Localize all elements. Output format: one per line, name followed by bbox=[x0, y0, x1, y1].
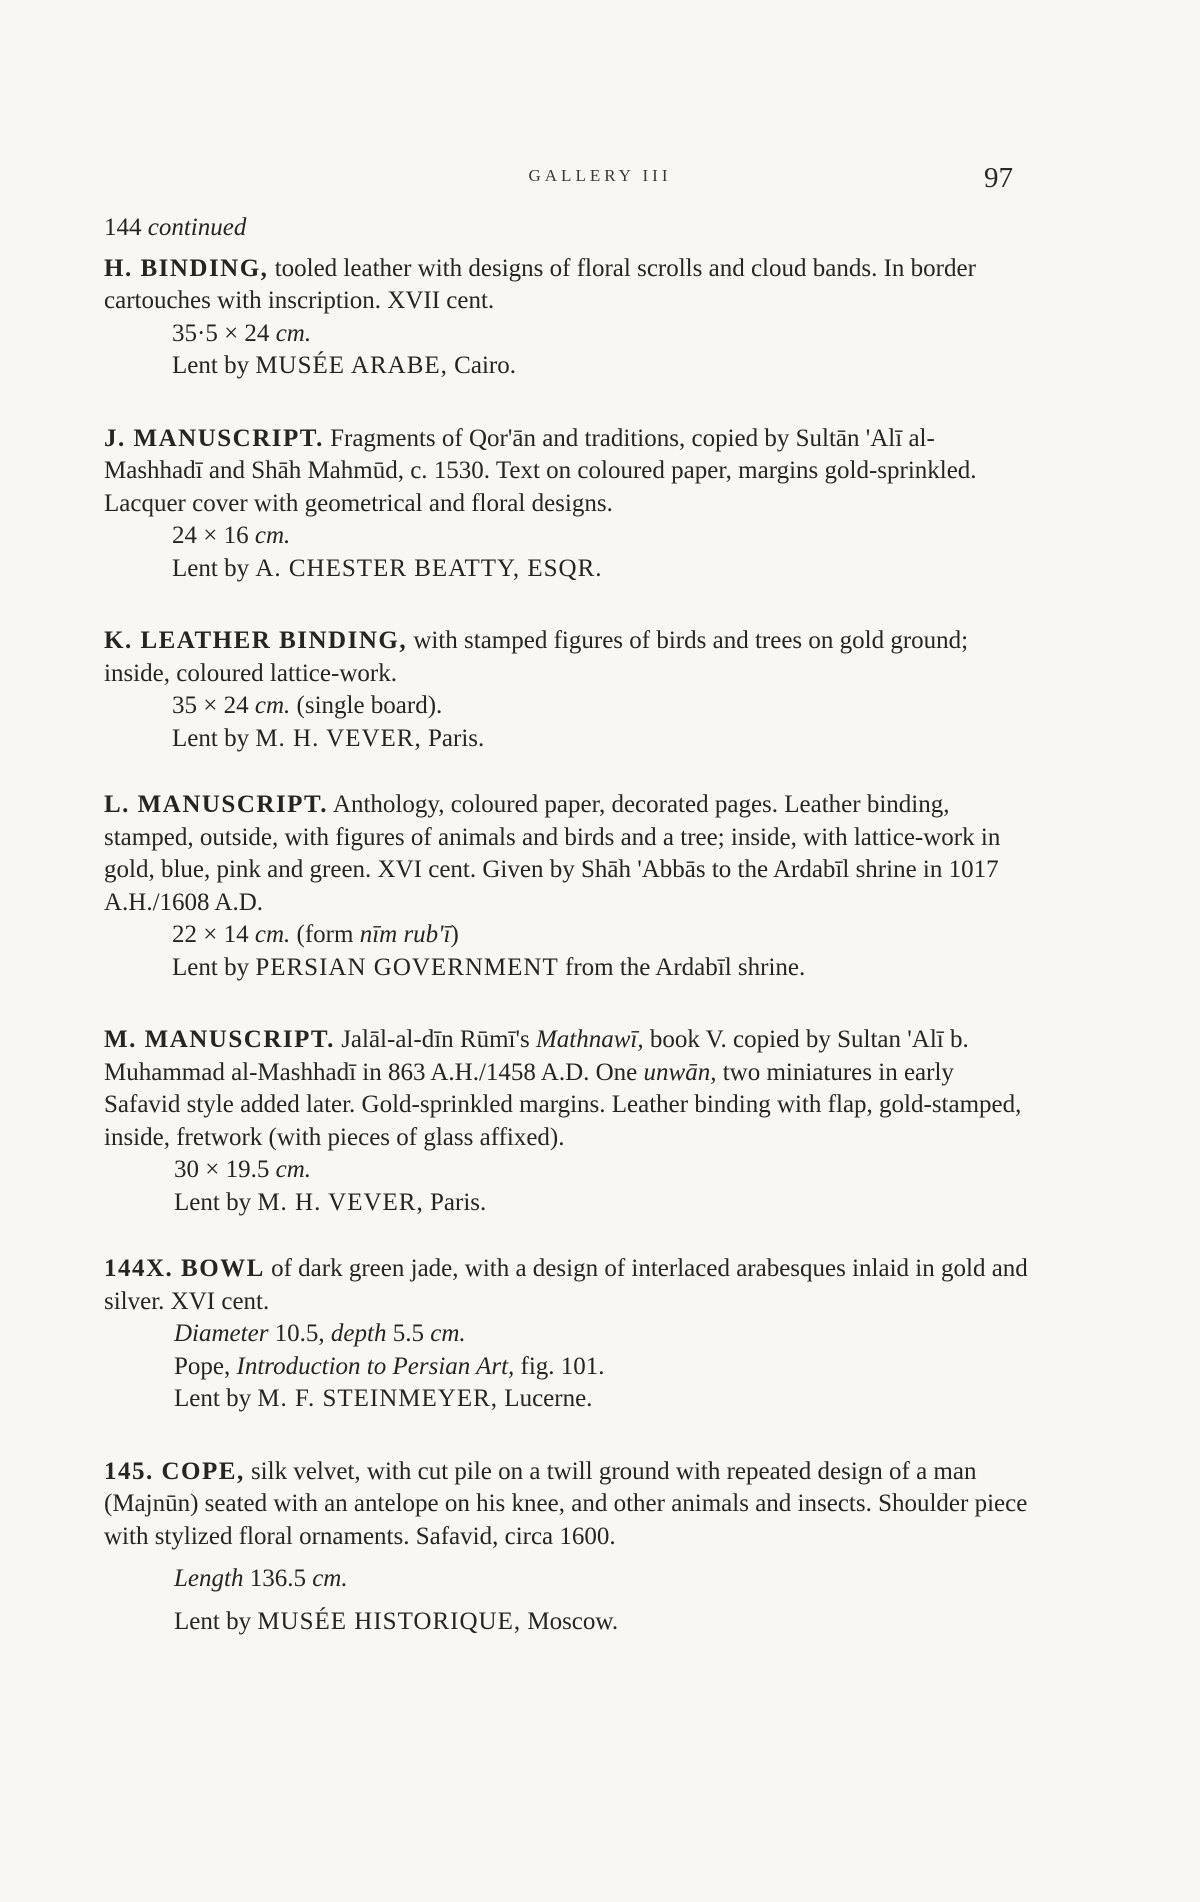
entry-l-size bbox=[172, 919, 1028, 952]
entry-h bbox=[104, 253, 1028, 383]
page-body bbox=[104, 212, 1028, 1678]
entry-h-size-unit: cm. bbox=[275, 319, 312, 347]
entry-j-text bbox=[104, 423, 1028, 521]
entry-l-label: L. MANUSCRIPT. bbox=[104, 791, 329, 818]
entry-145-text bbox=[104, 1456, 1028, 1554]
entry-h-text bbox=[104, 253, 1028, 318]
entry-144x-dimensions bbox=[174, 1318, 1028, 1351]
entry-m-lent-prefix: Lent by bbox=[174, 1188, 252, 1216]
entry-144x-depth-label: depth bbox=[330, 1320, 387, 1347]
entry-k-lent-prefix: Lent by bbox=[172, 724, 250, 752]
entry-m-body-b: book V. copied by Sultan 'Alī b. Muhammad al-Mashhadī in 863 A.H./1458 A.D. One bbox=[104, 1026, 969, 1086]
entry-j-size-value: 24 × 16 bbox=[172, 522, 249, 549]
entry-m-title: Mathnawī, bbox=[535, 1026, 644, 1053]
entry-145-dimensions bbox=[174, 1563, 1028, 1596]
entry-144x-diameter-value: 10.5, bbox=[274, 1320, 325, 1347]
entry-j-size bbox=[172, 520, 1028, 553]
entry-l bbox=[104, 789, 1028, 984]
entry-l-body: Anthology, coloured paper, decorated pages. Leather binding, stamped, outside, with figures of animals and birds and a tree; inside, with lattice-work in gold, blue, pink and green. XVI cent. Given by Shāh 'Abbās to the Ardabīl shrine in 1017 A.H./1608 A.D. bbox=[104, 791, 1001, 916]
entry-m-lender bbox=[174, 1187, 1028, 1220]
entry-j-size-unit: cm. bbox=[254, 522, 291, 549]
entry-j-lender bbox=[172, 553, 1028, 586]
entry-m-size-value: 30 × 19.5 bbox=[174, 1156, 270, 1183]
entry-h-body: tooled leather with designs of floral scrolls and cloud bands. In border cartouches with inscription. XVII cent. bbox=[104, 254, 976, 314]
entry-j-lender-name: A. CHESTER BEATTY, ESQR. bbox=[255, 554, 603, 582]
entry-144x-depth-value: 5.5 bbox=[392, 1320, 424, 1347]
continued-number: 144 bbox=[104, 214, 142, 241]
entry-145-length-label: Length bbox=[174, 1565, 244, 1592]
entry-145-lender-place: Moscow. bbox=[527, 1607, 619, 1635]
entry-144x-reference bbox=[174, 1351, 1028, 1384]
entry-144x bbox=[104, 1253, 1028, 1416]
entry-k-lender-place: Paris. bbox=[428, 724, 485, 752]
entry-j-lent-prefix: Lent by bbox=[172, 554, 250, 582]
entry-h-lender bbox=[172, 350, 1028, 383]
entry-m-text bbox=[104, 1024, 1028, 1154]
entry-m-body-a: Jalāl-al-dīn Rūmī's bbox=[341, 1026, 530, 1053]
entry-h-label: H. BINDING, bbox=[104, 254, 269, 282]
continued-word: continued bbox=[147, 214, 247, 241]
entry-l-lender-name: PERSIAN GOVERNMENT bbox=[255, 953, 559, 981]
entry-145-gap bbox=[104, 1553, 1028, 1563]
entry-l-size-extra: (form bbox=[296, 921, 354, 948]
entry-145-lent-prefix: Lent by bbox=[174, 1607, 252, 1635]
entry-k-size-unit: cm. bbox=[254, 692, 291, 719]
entry-l-lender bbox=[172, 952, 1028, 985]
entry-h-lent-prefix: Lent by bbox=[172, 352, 250, 379]
entry-k-size bbox=[172, 690, 1028, 723]
entry-m bbox=[104, 1024, 1028, 1219]
entry-145-gap-2 bbox=[104, 1596, 1028, 1606]
entry-k-size-value: 35 × 24 bbox=[172, 692, 249, 719]
entry-j bbox=[104, 423, 1028, 586]
entry-k bbox=[104, 625, 1028, 755]
entry-k-lender bbox=[172, 723, 1028, 756]
entry-k-label: K. LEATHER BINDING, bbox=[104, 627, 408, 654]
entry-m-size bbox=[174, 1154, 1028, 1187]
entry-l-size-close: ) bbox=[450, 921, 459, 948]
entry-h-size bbox=[172, 318, 1028, 351]
entry-144x-ref-title: Introduction to Persian Art, bbox=[236, 1352, 515, 1380]
entry-l-size-value: 22 × 14 bbox=[172, 921, 249, 948]
entry-m-label: M. MANUSCRIPT. bbox=[104, 1026, 335, 1053]
entry-j-body: Fragments of Qor'ān and traditions, copied by Sultān 'Alī al-Mashhadī and Shāh Mahmūd, c. 1530. Text on coloured paper, margins gold-sprinkled. Lacquer cover with geometrical and floral designs. bbox=[104, 424, 977, 517]
entry-144x-lender bbox=[174, 1383, 1028, 1416]
entry-m-size-unit: cm. bbox=[275, 1156, 312, 1183]
entry-k-text bbox=[104, 625, 1028, 690]
continued-line bbox=[104, 212, 1028, 245]
entry-144x-unit: cm. bbox=[430, 1320, 466, 1347]
entry-144x-lent-prefix: Lent by bbox=[174, 1385, 252, 1412]
entry-h-lender-name: MUSÉE ARABE, bbox=[255, 352, 448, 379]
running-head: GALLERY III bbox=[528, 166, 672, 185]
entry-l-size-form: nīm rub'ī bbox=[359, 921, 451, 948]
entry-m-lender-name: M. H. VEVER, bbox=[257, 1188, 424, 1216]
entry-m-body-c: two miniatures in early Safavid style added later. Gold-sprinkled margins. Leather binding with flap, gold-stamped, inside, fretwork (with pieces of glass affixed). bbox=[104, 1058, 1022, 1151]
entry-144x-text bbox=[104, 1253, 1028, 1318]
entry-144x-label: 144X. BOWL bbox=[104, 1255, 265, 1282]
page-number: 97 bbox=[984, 162, 1013, 194]
entry-145-lender-name: MUSÉE HISTORIQUE, bbox=[257, 1607, 522, 1635]
entry-144x-body: of dark green jade, with a design of interlaced arabesques inlaid in gold and silver. XVI cent. bbox=[104, 1255, 1028, 1315]
entry-k-body: with stamped figures of birds and trees on gold ground; inside, coloured lattice-work. bbox=[104, 627, 969, 687]
entry-m-lender-place: Paris. bbox=[430, 1188, 487, 1216]
entry-l-lender-place: from the Ardabīl shrine. bbox=[565, 953, 806, 981]
entry-l-lent-prefix: Lent by bbox=[172, 953, 250, 981]
entry-144x-diameter-label: Diameter bbox=[174, 1320, 269, 1347]
entry-k-size-extra: (single board). bbox=[296, 692, 443, 719]
entry-145-body: silk velvet, with cut pile on a twill ground with repeated design of a man (Majnūn) seated with an antelope on his knee, and other animals and insects. Shoulder piece with stylized floral ornaments. Safavid, circa 1600. bbox=[104, 1457, 1028, 1550]
entry-h-lender-place: Cairo. bbox=[454, 352, 516, 379]
entry-l-text bbox=[104, 789, 1028, 919]
entry-145-length-value: 136.5 bbox=[249, 1565, 306, 1592]
entry-145-lender bbox=[174, 1606, 1028, 1639]
entry-145-unit: cm. bbox=[312, 1565, 348, 1592]
entry-144x-ref-fig: fig. 101. bbox=[520, 1352, 605, 1380]
entry-m-unwan: unwān, bbox=[643, 1058, 717, 1086]
entry-144x-lender-name: M. F. STEINMEYER, bbox=[257, 1385, 499, 1412]
entry-l-size-unit: cm. bbox=[254, 921, 291, 948]
entry-h-size-value: 35·5 × 24 bbox=[172, 319, 270, 347]
entry-145 bbox=[104, 1456, 1028, 1639]
entry-144x-ref-author: Pope, bbox=[174, 1352, 231, 1380]
entry-145-label: 145. COPE, bbox=[104, 1457, 245, 1485]
entry-j-label: J. MANUSCRIPT. bbox=[104, 424, 324, 452]
entry-k-lender-name: M. H. VEVER, bbox=[255, 724, 422, 752]
entry-144x-lender-place: Lucerne. bbox=[504, 1385, 593, 1412]
